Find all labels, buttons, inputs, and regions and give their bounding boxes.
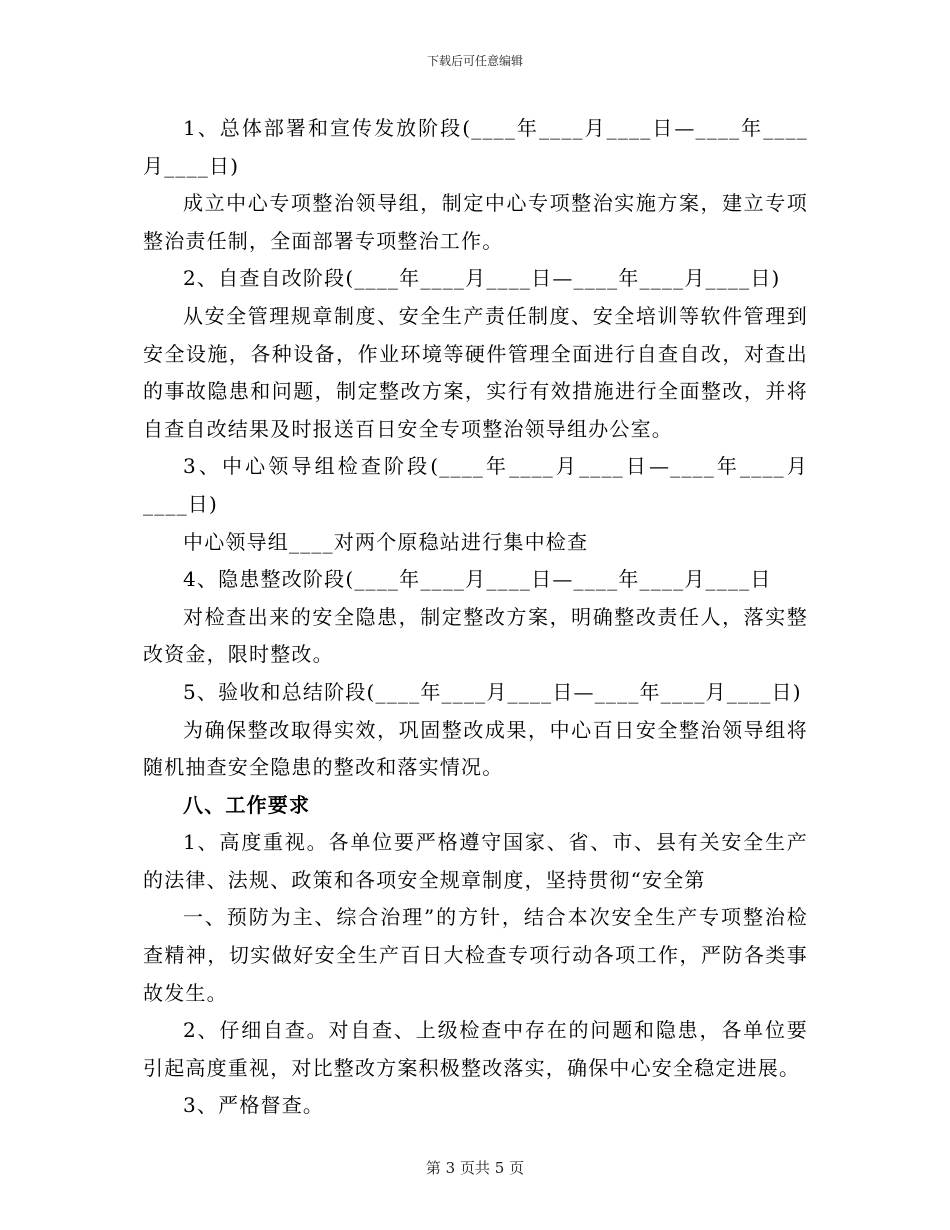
paragraph: 为确保整改取得实效，巩固整改成果，中心百日安全整治领导组将随机抽查安全隐患的整改和落实情况。 xyxy=(143,717,808,780)
paragraph: 对检查出来的安全隐患，制定整改方案，明确整改责任人，落实整改资金，限时整改。 xyxy=(143,604,808,667)
document-body xyxy=(143,110,808,1125)
paragraph: 从安全管理规章制度、安全生产责任制度、安全培训等软件管理到安全设施，各种设备，作业环境等硬件管理全面进行自查自改，对查出的事故隐患和问题，制定整改方案，实行有效措施进行全面整改，并将自查自改结果及时报送百日安全专项整治领导组办公室。 xyxy=(143,303,808,441)
section-heading-phase-3: 3、中心领导组检查阶段(____年____月____日—____年____月____日) xyxy=(143,454,808,516)
page-footer: 第 3 页共 5 页 xyxy=(425,1159,525,1177)
paragraph: 3、严格督查。 xyxy=(183,1093,325,1118)
section-heading-work-requirements: 八、工作要求 xyxy=(183,792,311,817)
section-heading-phase-4: 4、隐患整改阶段(____年____月____日—____年____月____日 xyxy=(183,567,772,592)
paragraph: 一、预防为主、综合治理”的方针，结合本次安全生产专项整治检查精神，切实做好安全生产百日大检查专项行动各项工作，严防各类事故发生。 xyxy=(143,905,808,1005)
paragraph: 中心领导组____对两个原稳站进行集中检查 xyxy=(183,529,589,554)
section-heading-phase-5: 5、验收和总结阶段(____年____月____日—____年____月____日) xyxy=(183,679,802,704)
page-header: 下载后可任意编辑 xyxy=(426,54,523,68)
paragraph: 2、仔细自查。对自查、上级检查中存在的问题和隐患，各单位要引起高度重视，对比整改方案积极整改落实，确保中心安全稳定进展。 xyxy=(143,1018,808,1080)
section-heading-phase-1: 1、总体部署和宣传发放阶段(____年____月____日—____年____月____日) xyxy=(143,116,808,178)
section-heading-phase-2: 2、自查自改阶段(____年____月____日—____年____月____日) xyxy=(183,266,781,291)
paragraph: 成立中心专项整治领导组，制定中心专项整治实施方案，建立专项整治责任制，全面部署专项整治工作。 xyxy=(143,191,808,253)
paragraph: 1、高度重视。各单位要严格遵守国家、省、市、县有关安全生产的法律、法规、政策和各项安全规章制度，坚持贯彻“安全第 xyxy=(143,830,808,892)
